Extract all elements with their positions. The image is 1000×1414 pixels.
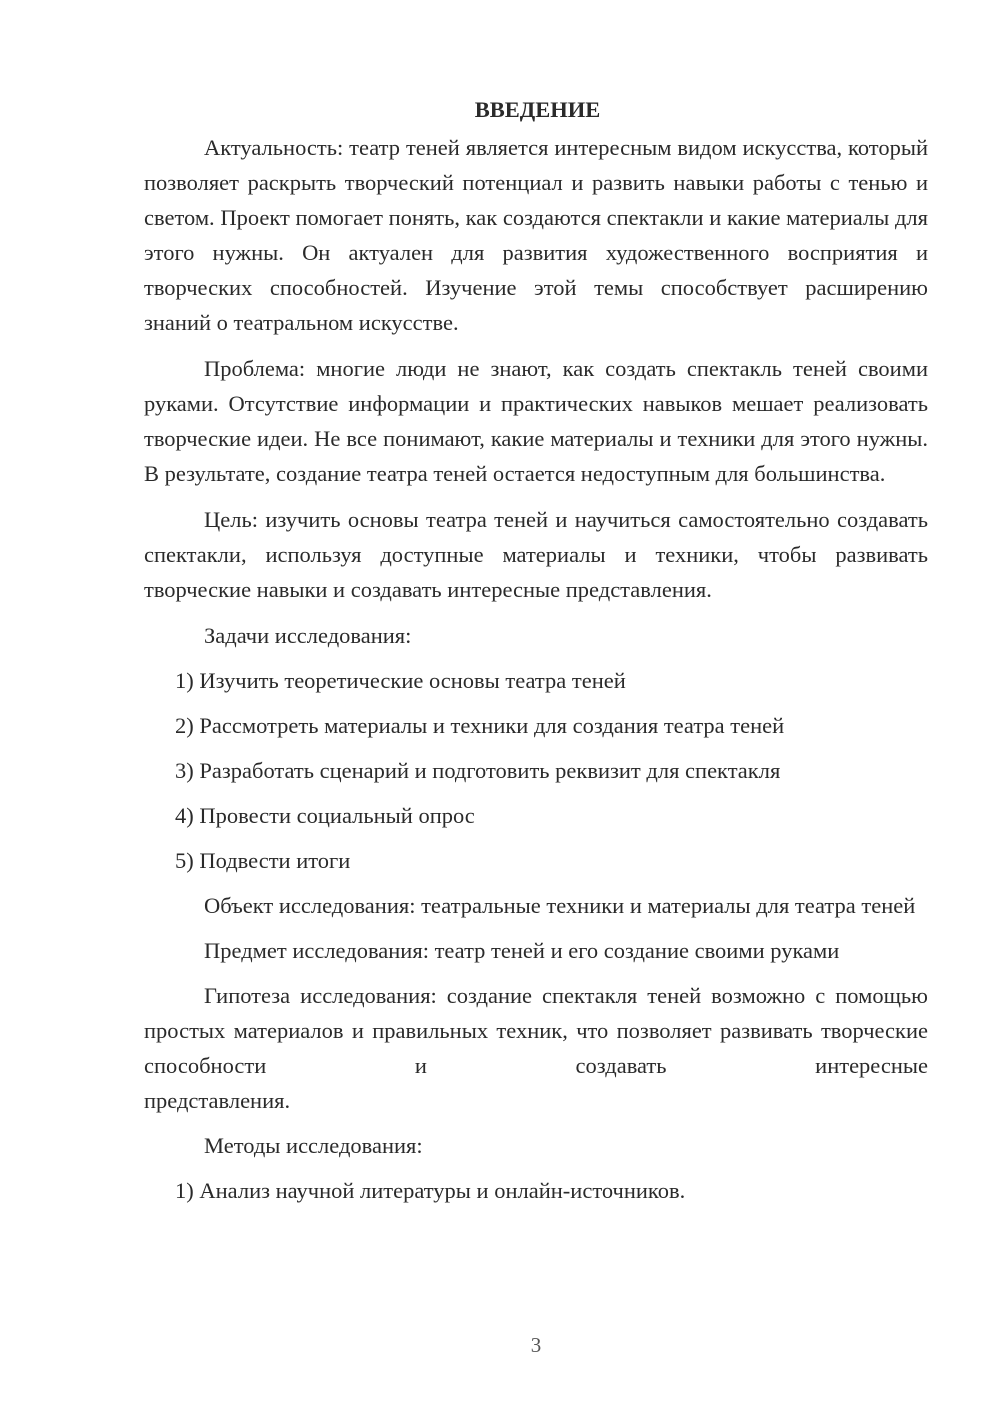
methods-heading: Методы исследования:: [204, 1133, 423, 1158]
hypothesis-paragraph: [144, 978, 928, 1118]
hypothesis-main-text: Гипотеза исследования: создание спектакля теней возможно с помощью простых материалов и правильных техник, что позволяет развивать творческие способности и создавать интересные: [144, 983, 928, 1078]
subject-paragraph: Предмет исследования: театр теней и его создание своими руками: [204, 938, 840, 963]
page-number: 3: [530, 1333, 542, 1357]
page-title: ВВЕДЕНИЕ: [474, 97, 601, 122]
task-item-3: 3) Разработать сценарий и подготовить реквизит для спектакля: [175, 758, 781, 783]
task-item-5: 5) Подвести итоги: [175, 848, 351, 873]
object-paragraph: Объект исследования: театральные техники и материалы для театра теней: [204, 893, 916, 918]
method-item-1: 1) Анализ научной литературы и онлайн-источников.: [175, 1178, 686, 1203]
problem-paragraph: Проблема: многие люди не знают, как создать спектакль теней своими руками. Отсутствие информации и практических навыков мешает реализовать творческие идеи. Не все понимают, какие материалы и техники для этого нужны. В результате, создание театра теней остается недоступным для большинства.: [144, 356, 928, 486]
task-item-2: 2) Рассмотреть материалы и техники для создания театра теней: [175, 713, 785, 738]
page-content: [144, 92, 928, 1208]
relevance-paragraph: Актуальность: театр теней является интересным видом искусства, который позволяет раскрыть творческий потенциал и развить навыки работы с тенью и светом. Проект помогает понять, как создаются спектакли и какие материалы для этого нужны. Он актуален для развития художественного восприятия и творческих способностей. Изучение этой темы способствует расширению знаний о театральном искусстве.: [144, 135, 928, 335]
hypothesis-tail-text: представления.: [144, 1088, 291, 1113]
goal-paragraph: Цель: изучить основы театра теней и научиться самостоятельно создавать спектакли, используя доступные материалы и техники, чтобы развивать творческие навыки и создавать интересные представления.: [144, 507, 928, 602]
task-item-4: 4) Провести социальный опрос: [175, 803, 475, 828]
tasks-heading: Задачи исследования:: [204, 623, 412, 648]
task-item-1: 1) Изучить теоретические основы театра теней: [175, 668, 626, 693]
